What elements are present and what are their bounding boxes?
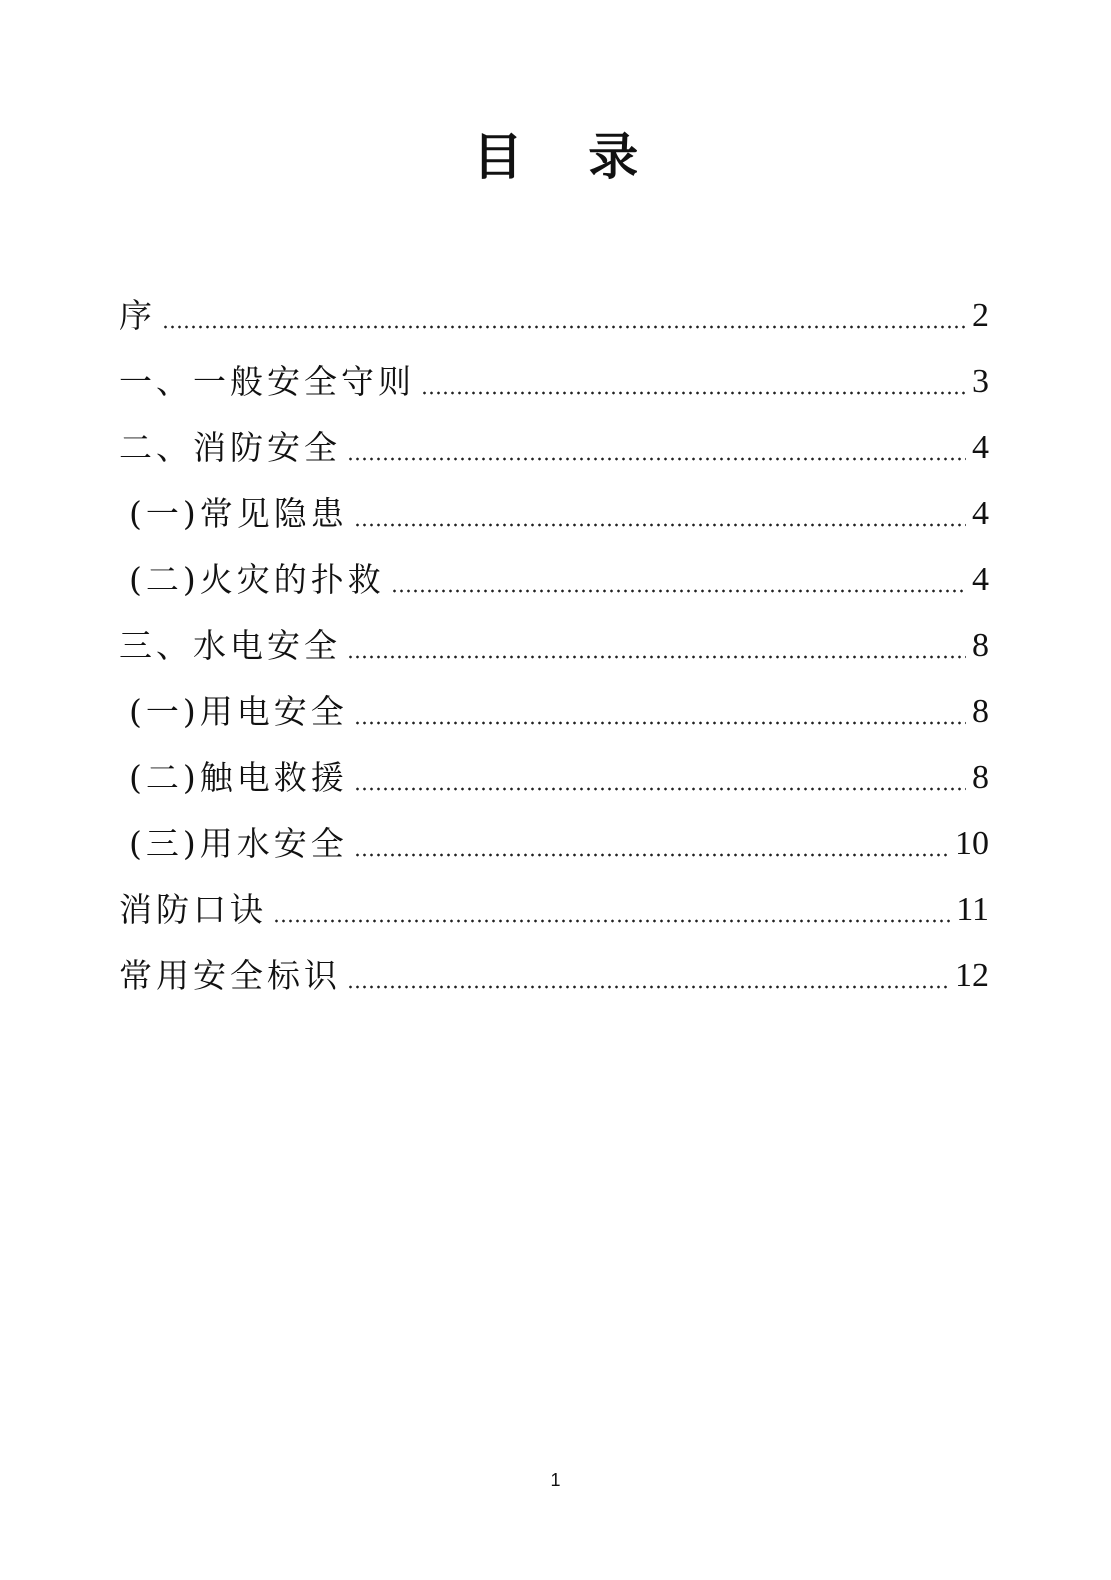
toc-entry-label: 常用安全标识 [119,956,341,995]
toc-entry-label: 三、水电安全 [119,626,341,665]
toc-entry-label: 二、消防安全 [119,428,341,467]
dot-leader [421,391,966,395]
toc-entry-general-safety[interactable] [119,343,989,409]
toc-entry-water-electric-safety[interactable] [119,607,989,673]
toc-entry-label: (三)用水安全 [129,824,348,863]
dot-leader [354,787,966,791]
dot-leader [273,919,950,923]
dot-leader [162,325,966,329]
toc-entry-fire-rhymes[interactable] [119,871,989,937]
toc-entry-fire-safety[interactable] [119,409,989,475]
toc-entry-label: (二)火灾的扑救 [129,560,385,599]
toc-entry-page: 12 [955,957,989,994]
dot-leader [354,853,949,857]
toc-entry-page: 8 [972,693,989,730]
dot-leader [347,457,966,461]
toc-entry-page: 10 [955,825,989,862]
toc-entry-label: 序 [119,296,156,335]
dot-leader [391,589,966,593]
dot-leader [347,985,949,989]
toc-entry-water-safety[interactable] [119,805,989,871]
toc-entry-page: 4 [972,561,989,598]
toc-entry-fire-fighting[interactable] [119,541,989,607]
toc-entry-label: (二)触电救援 [129,758,348,797]
toc-entry-safety-signs[interactable] [119,937,989,1003]
table-of-contents [119,277,989,1003]
toc-entry-page: 8 [972,759,989,796]
toc-entry-page: 3 [972,363,989,400]
toc-entry-page: 4 [972,495,989,532]
toc-entry-label: (一)用电安全 [129,692,348,731]
toc-entry-page: 11 [956,891,989,928]
toc-entry-label: 消防口诀 [119,890,267,929]
page-number: 1 [550,1470,561,1490]
dot-leader [354,721,966,725]
dot-leader [354,523,966,527]
toc-entry-label: 一、一般安全守则 [119,362,415,401]
dot-leader [347,655,966,659]
toc-entry-label: (一)常见隐患 [129,494,348,533]
toc-entry-page: 8 [972,627,989,664]
toc-entry-electric-shock-rescue[interactable] [119,739,989,805]
toc-entry-preface[interactable] [119,277,989,343]
toc-entry-electric-safety[interactable] [119,673,989,739]
toc-entry-page: 2 [972,297,989,334]
page-title: 目 录 [472,128,663,186]
toc-entry-common-hazards[interactable] [119,475,989,541]
toc-entry-page: 4 [972,429,989,466]
